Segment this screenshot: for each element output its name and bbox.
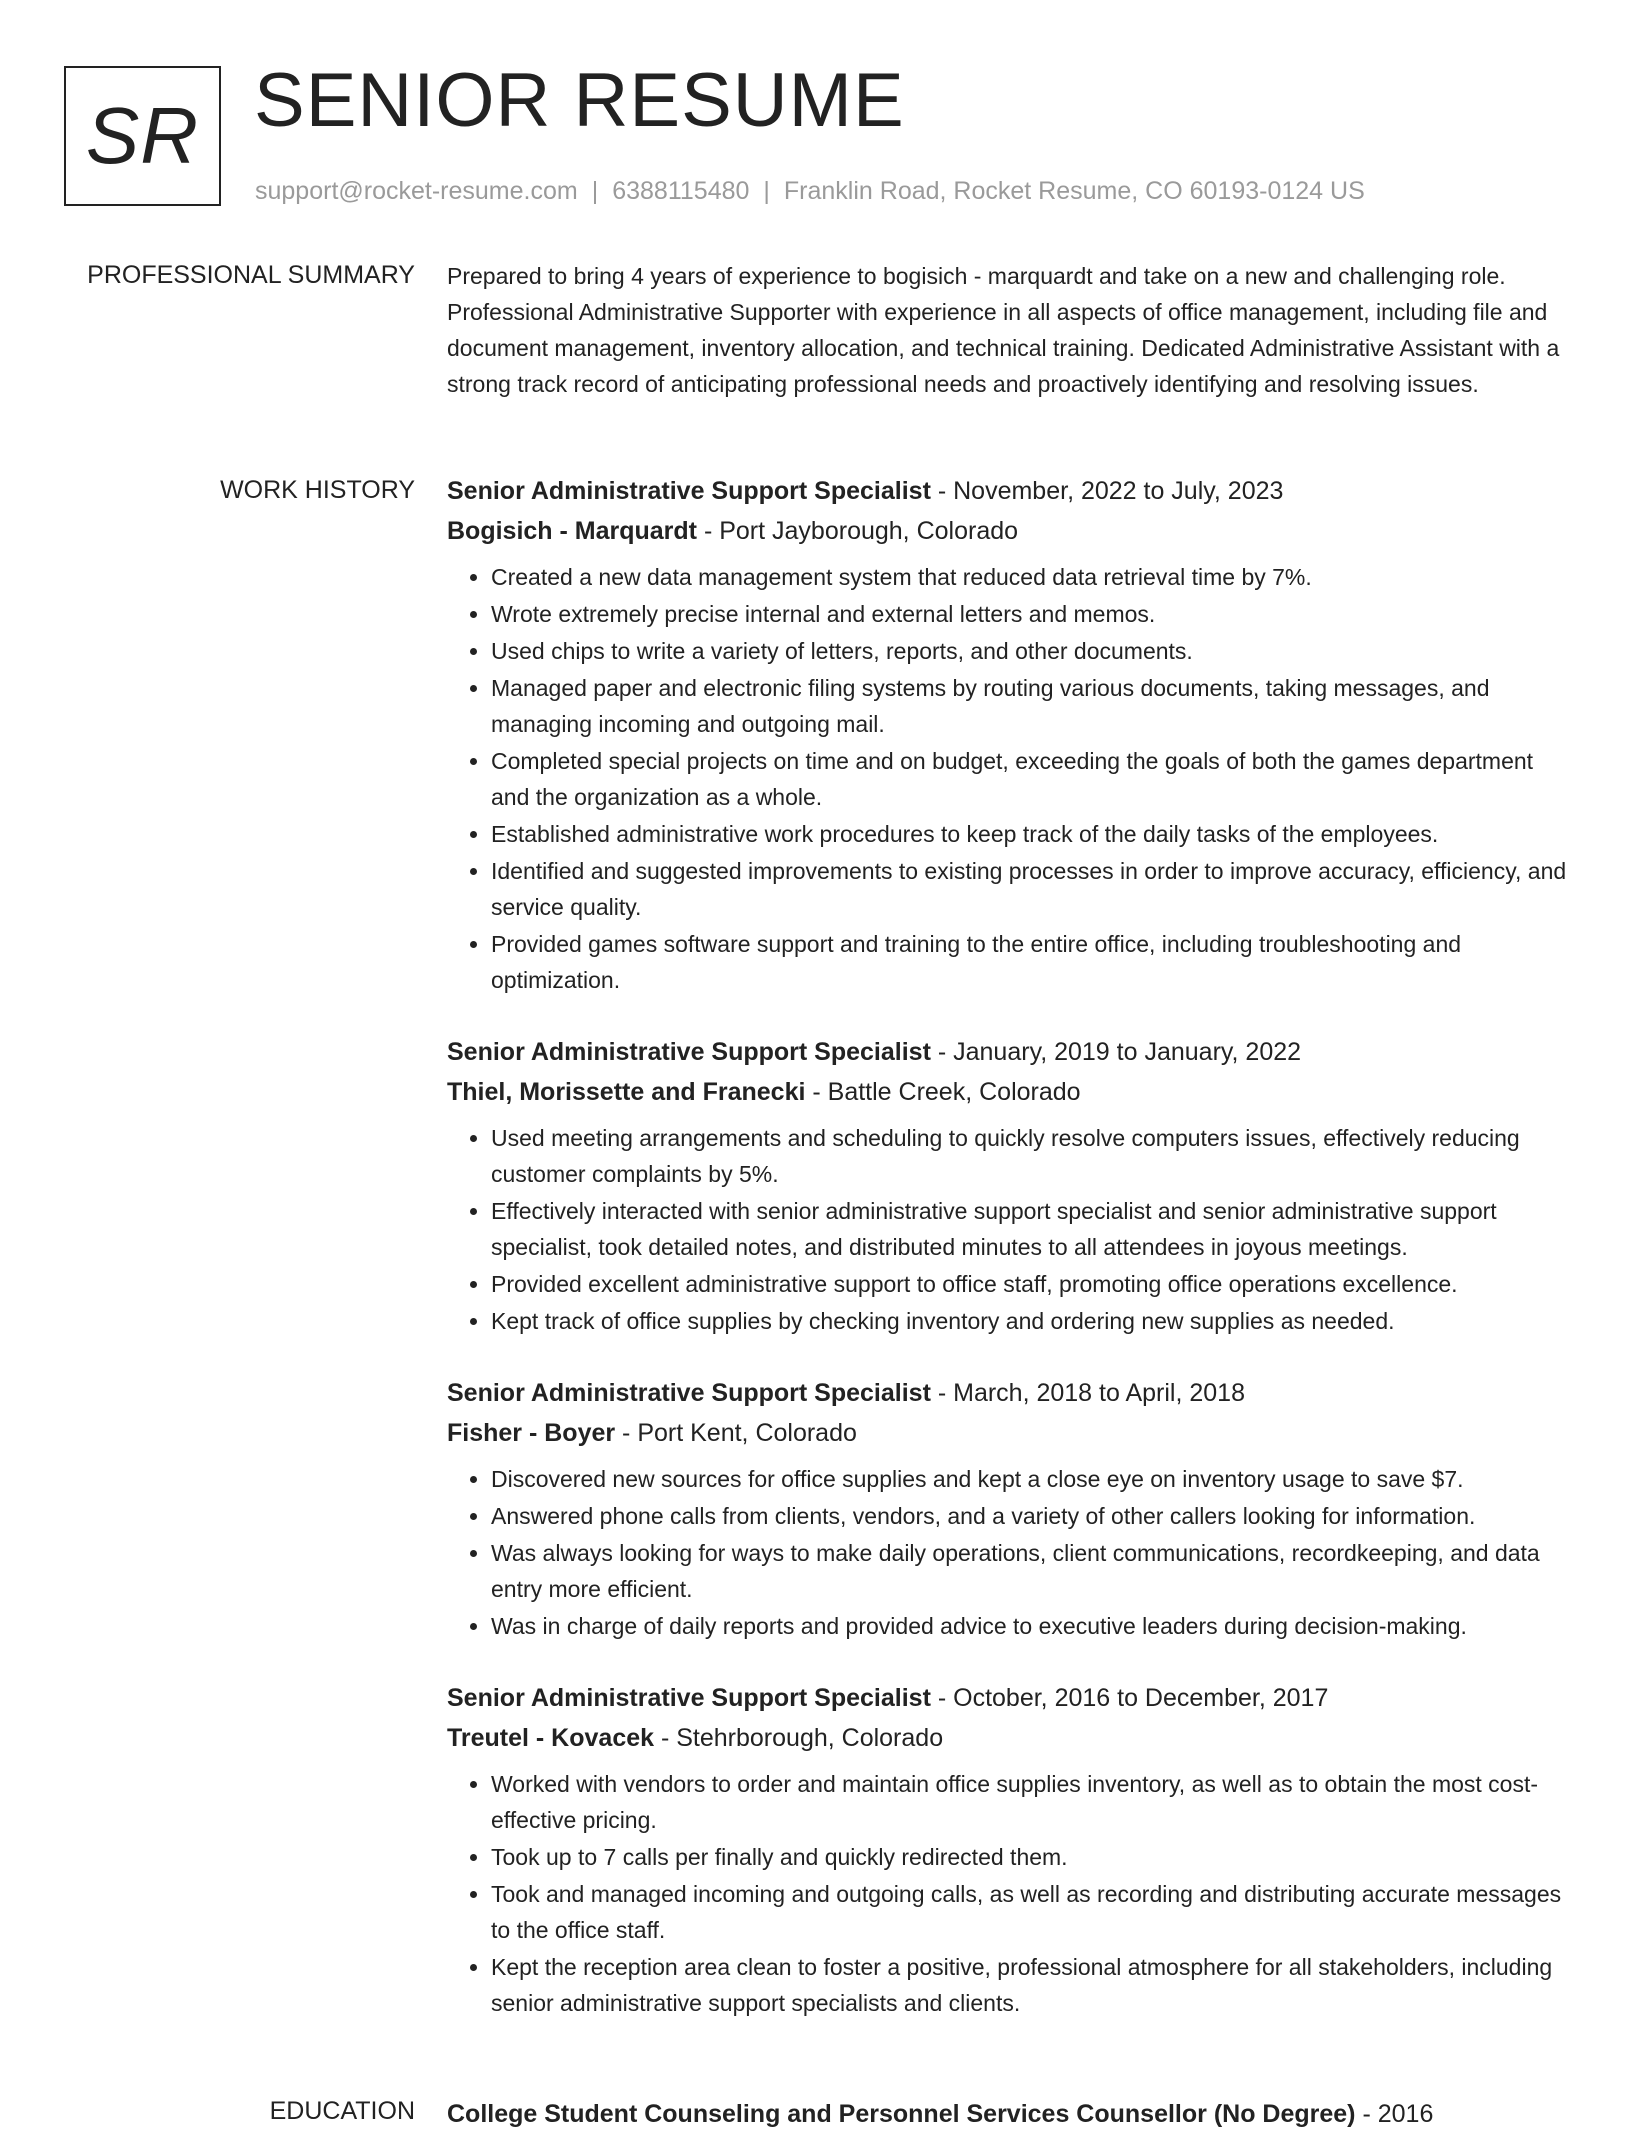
job-title: Senior Administrative Support Specialist: [447, 477, 931, 505]
job-bullet: • Discovered new sources for office supplies and kept a close eye on inventory usage to save $7.: [491, 1461, 1567, 1497]
job-bullets: [447, 1766, 1567, 2021]
education-line: [447, 2094, 1567, 2134]
education-degree: College Student Counseling and Personnel Services Counsellor (No Degree): [447, 2100, 1356, 2128]
job-company-line: [447, 1718, 1567, 1758]
contact-address: Franklin Road, Rocket Resume, CO 60193-0124 US: [783, 177, 1365, 205]
job-entry: [447, 471, 1567, 998]
job-location: - Port Jayborough, Colorado: [697, 517, 1019, 545]
resume-name: SENIOR RESUME: [254, 58, 905, 143]
work-history-heading: WORK HISTORY: [220, 476, 415, 504]
job-bullet: • Was always looking for ways to make daily operations, client communications, recordkeeping, and data entry more efficient.: [491, 1535, 1567, 1607]
job-bullet: • Worked with vendors to order and maintain office supplies inventory, as well as to obtain the most cost-effective pricing.: [491, 1766, 1567, 1838]
work-history-body: [447, 471, 1567, 2055]
contact-separator: |: [591, 177, 599, 205]
job-location: - Port Kent, Colorado: [615, 1419, 857, 1447]
job-dates: - November, 2022 to July, 2023: [930, 477, 1284, 505]
job-bullet: • Completed special projects on time and on budget, exceeding the goals of both the games department and the organization as a whole.: [491, 743, 1567, 815]
contact-separator: |: [763, 177, 770, 205]
job-dates: - January, 2019 to January, 2022: [930, 1038, 1302, 1066]
job-entry: [447, 1373, 1567, 1644]
job-company: Fisher - Boyer: [447, 1419, 616, 1447]
job-bullet: • Provided excellent administrative support to office staff, promoting office operations excellence.: [491, 1266, 1567, 1302]
job-bullet: • Identified and suggested improvements to existing processes in order to improve accuracy, efficiency, and service quality.: [491, 853, 1567, 925]
monogram-badge: SR: [64, 66, 221, 206]
job-bullet: • Kept the reception area clean to foster a positive, professional atmosphere for all stakeholders, including senior administrative support specialists and clients.: [491, 1949, 1567, 2021]
job-bullet: • Took up to 7 calls per finally and quickly redirected them.: [491, 1839, 1567, 1875]
job-title-line: [447, 1032, 1567, 1072]
summary-body: [447, 258, 1567, 402]
job-title: Senior Administrative Support Specialist: [447, 1379, 931, 1407]
job-bullet: • Kept track of office supplies by checking inventory and ordering new supplies as needed.: [491, 1303, 1567, 1339]
job-bullet: • Wrote extremely precise internal and external letters and memos.: [491, 596, 1567, 632]
job-title: Senior Administrative Support Specialist: [447, 1038, 931, 1066]
contact-phone[interactable]: 6388115480: [612, 177, 750, 205]
job-bullet: • Established administrative work procedures to keep track of the daily tasks of the employees.: [491, 816, 1567, 852]
job-bullets: [447, 1461, 1567, 1644]
contact-line: [255, 174, 1365, 208]
job-bullets: [447, 559, 1567, 998]
job-bullet: • Effectively interacted with senior administrative support specialist and senior administrative support specialist, took detailed notes, and distributed minutes to all attendees in joyous meetings.: [491, 1193, 1567, 1265]
job-dates: - March, 2018 to April, 2018: [930, 1379, 1245, 1407]
job-bullet: • Used chips to write a variety of letters, reports, and other documents.: [491, 633, 1567, 669]
job-bullet: • Created a new data management system that reduced data retrieval time by 7%.: [491, 559, 1567, 595]
job-title: Senior Administrative Support Specialist: [447, 1684, 931, 1712]
job-bullet: • Managed paper and electronic filing systems by routing various documents, taking messages, and managing incoming and outgoing mail.: [491, 670, 1567, 742]
education-body: [447, 2094, 1567, 2134]
education-heading: EDUCATION: [269, 2097, 415, 2125]
summary-heading: PROFESSIONAL SUMMARY: [87, 261, 415, 289]
job-bullet: • Used meeting arrangements and scheduling to quickly resolve computers issues, effectively reducing customer complaints by 5%.: [491, 1120, 1567, 1192]
job-bullet: • Provided games software support and training to the entire office, including troubleshooting and optimization.: [491, 926, 1567, 998]
job-bullet: • Took and managed incoming and outgoing calls, as well as recording and distributing accurate messages to the office staff.: [491, 1876, 1567, 1948]
job-company-line: [447, 1072, 1567, 1112]
contact-email[interactable]: support@rocket-resume.com: [255, 177, 578, 205]
job-entry: [447, 1678, 1567, 2021]
education-dates: - 2016: [1355, 2100, 1434, 2128]
job-location: - Stehrborough, Colorado: [654, 1724, 944, 1752]
job-title-line: [447, 1373, 1567, 1413]
job-dates: - October, 2016 to December, 2017: [930, 1684, 1329, 1712]
job-title-line: [447, 471, 1567, 511]
job-company: Treutel - Kovacek: [447, 1724, 655, 1752]
job-company: Bogisich - Marquardt: [447, 517, 698, 545]
job-location: - Battle Creek, Colorado: [805, 1078, 1081, 1106]
job-company-line: [447, 511, 1567, 551]
job-company: Thiel, Morissette and Franecki: [447, 1078, 806, 1106]
job-bullets: [447, 1120, 1567, 1339]
job-title-line: [447, 1678, 1567, 1718]
job-company-line: [447, 1413, 1567, 1453]
job-bullet: • Was in charge of daily reports and provided advice to executive leaders during decision-making.: [491, 1608, 1567, 1644]
summary-text: Prepared to bring 4 years of experience to bogisich - marquardt and take on a new and challenging role. Professional Administrative Supporter with experience in all aspects of office management, including file and document management, inventory allocation, and technical training. Dedicated Administrative Assistant with a strong track record of anticipating professional needs and proactively identifying and resolving issues.: [447, 263, 1560, 397]
job-entry: [447, 1032, 1567, 1339]
job-bullet: • Answered phone calls from clients, vendors, and a variety of other callers looking for information.: [491, 1498, 1567, 1534]
